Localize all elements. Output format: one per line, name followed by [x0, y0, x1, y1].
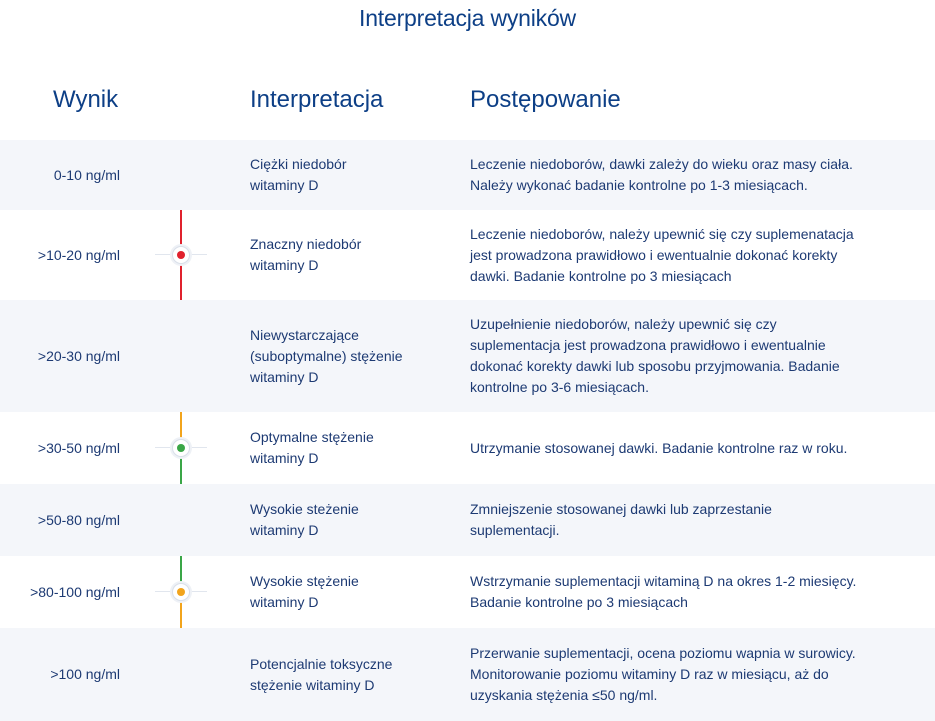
- interpretation-text: Niewystarczające (suboptymalne) stężenie witaminy D: [250, 326, 403, 385]
- action-text: Uzupełnienie niedoborów, należy upewnić się czy suplementacja jest prowadzona prawidłowo i ewentualnie dokonać korekty dawki lub sposobu przyjmowania. Badanie kontrolne po 3-6 miesiącach.: [470, 316, 840, 395]
- interpretation-text: Potencjalnie toksyczne stężenie witaminy D: [250, 655, 393, 693]
- page-title: Interpretacja wyników: [359, 5, 576, 31]
- column-header-interpretacja: Interpretacja: [250, 86, 384, 113]
- action-text: Utrzymanie stosowanej dawki. Badanie kontrolne raz w roku.: [470, 439, 848, 456]
- result-range: 0-10 ng/ml: [53, 166, 120, 183]
- column-header-wynik: Wynik: [53, 86, 119, 113]
- table-row: [0, 140, 935, 210]
- result-range: >100 ng/ml: [50, 666, 120, 682]
- action-text: Leczenie niedoborów, należy upewnić się czy suplemenatacja jest prowadzona prawidłowo i ewentualnie dokonać korekty dawki. Badanie kontrolne po 3 miesiącach: [470, 225, 854, 284]
- interpretation-text: Optymalne stężenie witaminy D: [250, 429, 374, 466]
- result-range: >20-30 ng/ml: [37, 347, 120, 364]
- action-text: Zmniejszenie stosowanej dawki lub zaprzestanie suplementacji.: [470, 501, 772, 538]
- action-text: Wstrzymanie suplementacji witaminą D na okres 1-2 miesięcy. Badanie kontrolne po 3 miesiącach: [470, 573, 857, 610]
- table-row: [0, 628, 935, 721]
- table-row: [0, 210, 935, 300]
- result-range: >10-20 ng/ml: [37, 246, 120, 263]
- interpretation-text: Znaczny niedobór witaminy D: [250, 236, 362, 273]
- table-row: [0, 412, 935, 484]
- result-range: >50-80 ng/ml: [37, 511, 120, 528]
- table-row: [0, 556, 935, 628]
- result-range: >30-50 ng/ml: [37, 439, 120, 456]
- table-row: [0, 300, 935, 412]
- result-range: >80-100 ng/ml: [30, 583, 120, 600]
- interpretation-text: Ciężki niedobór witaminy D: [250, 156, 347, 193]
- interpretation-text: Wysokie steżenie witaminy D: [250, 501, 359, 538]
- column-header-postepowanie: Postępowanie: [470, 86, 621, 113]
- action-text: Leczenie niedoborów, dawki zależy do wieku oraz masy ciała. Należy wykonać badanie kontrolne po 1-3 miesiącach.: [470, 156, 853, 193]
- interpretation-text: Wysokie stężenie witaminy D: [250, 573, 359, 610]
- table-row: [0, 484, 935, 556]
- action-text: Przerwanie suplementacji, ocena poziomu wapnia w surowicy. Monitorowanie poziomu witaminy D raz w miesiącu, aż do uzyskania stężenia ≤50 ng/ml.: [470, 645, 856, 703]
